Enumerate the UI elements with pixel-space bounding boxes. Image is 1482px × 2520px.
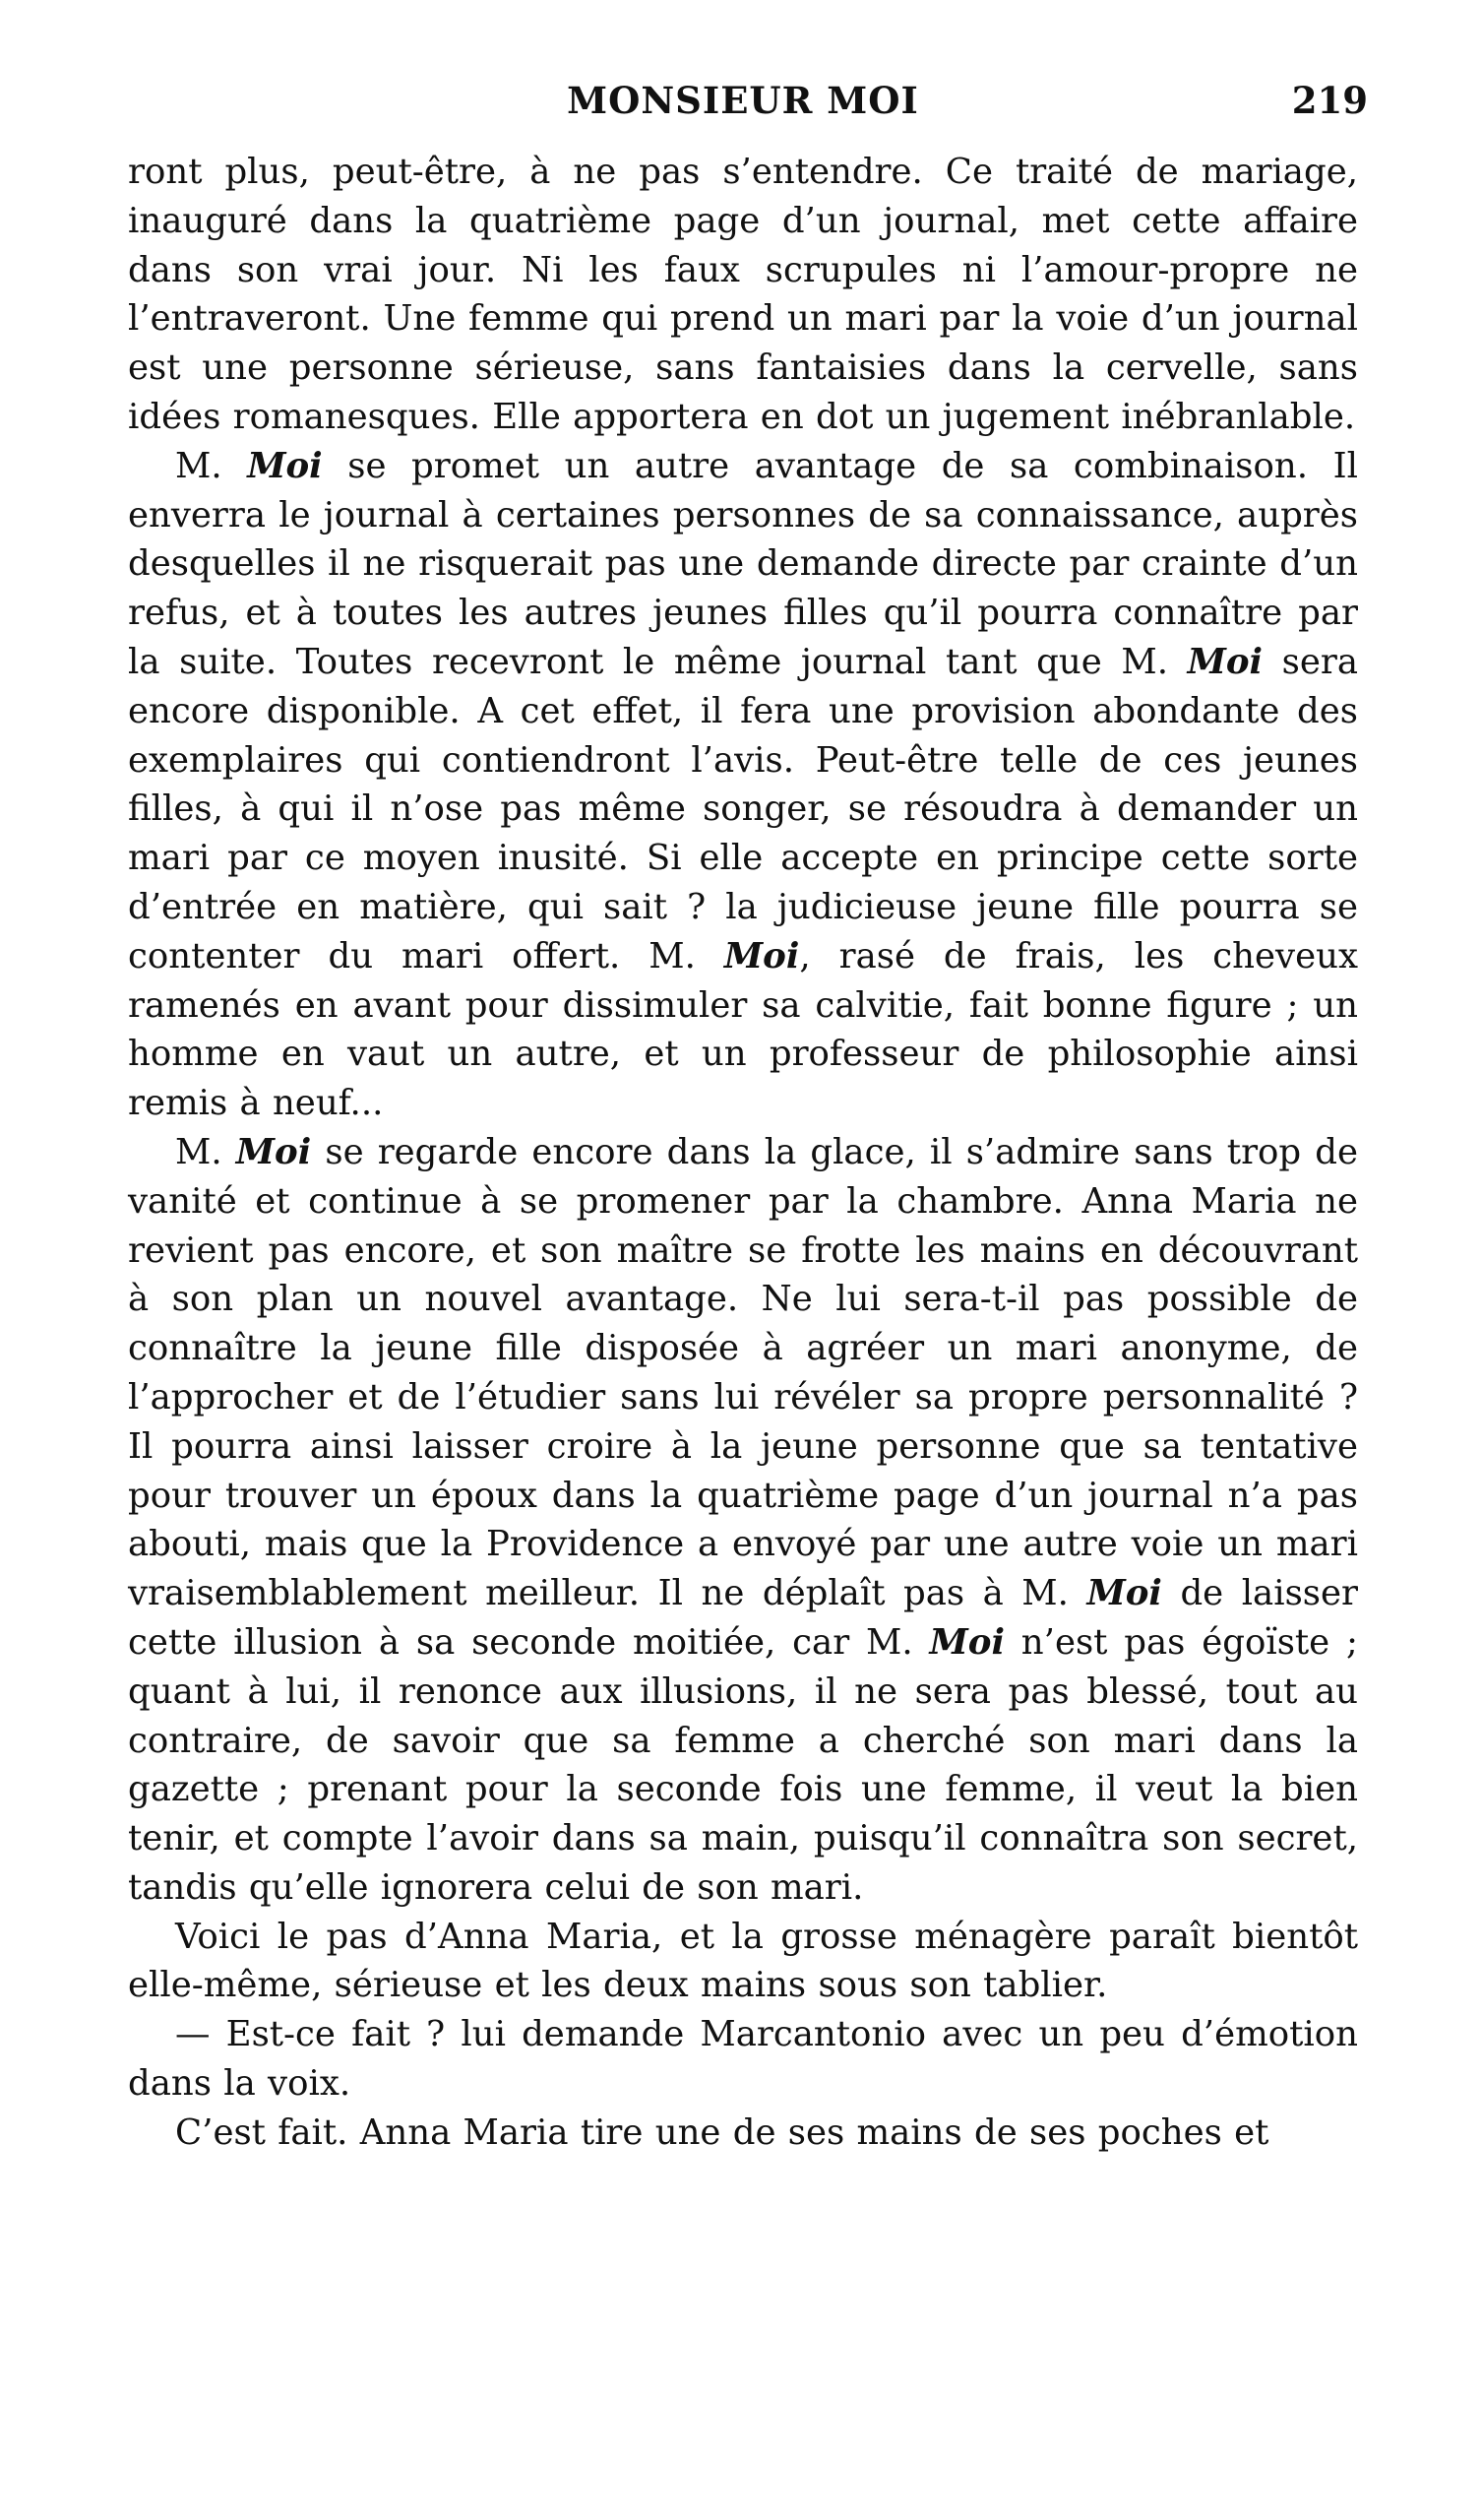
text-run: , rasé de frais, les cheveux ramenés en avant pour dissimuler sa calvitie, fait bonne figure ; un homme en vaut un autre, et un professeur de philosophie ainsi remis à neuf... xyxy=(128,935,1359,1124)
paragraph xyxy=(128,2010,1358,2109)
italic-name-run: Moi xyxy=(235,1131,312,1172)
text-run: — Est-ce fait ? lui demande Marcantonio avec un peu d’émotion dans la voix. xyxy=(128,2014,1358,2105)
text-run: Voici le pas d’Anna Maria, et la grosse ménagère paraît bientôt elle-même, sérieuse et les deux mains sous son tablier. xyxy=(128,1916,1358,2006)
text-run: se regarde encore dans la glace, il s’admire sans trop de vanité et continue à se promener par la chambre. Anna Maria ne revient pas encore, et son maître se frotte les mains en découvrant à son plan un nouvel avantage. Ne lui sera-t-il pas possible de connaître la jeune fille disposée à agréer un mari anonyme, de l’approcher et de l’étudier sans lui révéler sa propre personnalité ? Il pourra ainsi laisser croire à la jeune personne que sa tentative pour trouver un époux dans la quatrième page d’un journal n’a pas abouti, mais que la Providence a envoyé par une autre voie un mari vraisemblablement meilleur. Il ne déplaît pas à M. xyxy=(128,1131,1358,1614)
text-run: ront plus, peut-être, à ne pas s’entendre. Ce traité de mariage, inauguré dans la quatrième page d’un journal, met cette affaire dans son vrai jour. Ni les faux scrupules ni l’amour-propre ne l’entraveront. Une femme qui prend un mari par la voie d’un journal est une personne sérieuse, sans fantaisies dans la cervelle, sans idées romanesques. Elle apportera en dot un jugement inébranlable. xyxy=(128,152,1358,437)
paragraph xyxy=(128,442,1358,1128)
italic-name-run: Moi xyxy=(247,445,323,486)
italic-name-run: Moi xyxy=(1187,641,1264,682)
text-run: M. xyxy=(175,445,248,486)
italic-name-run: Moi xyxy=(929,1621,1005,1663)
body-text xyxy=(128,148,1358,2158)
paragraph xyxy=(128,1913,1358,2011)
page-number: 219 xyxy=(1291,79,1368,122)
text-run: se promet un autre avantage de sa combinaison. Il enverra le journal à certaines personnes de sa connaissance, auprès desquelles il ne risquerait pas une demande directe par crainte d’un refus, et à toutes les autres jeunes filles qu’il pourra connaître par la suite. Toutes recevront le même journal tant que M. xyxy=(128,445,1358,682)
running-header xyxy=(128,69,1368,138)
paragraph xyxy=(128,148,1358,442)
text-run: C’est fait. Anna Maria tire une de ses mains de ses poches et xyxy=(175,2111,1269,2153)
book-page xyxy=(128,69,1368,2158)
running-title: MONSIEUR MOI xyxy=(567,79,919,122)
text-run: n’est pas égoïste ; quant à lui, il renonce aux illusions, il ne sera pas blessé, tout au contraire, de savoir que sa femme a cherché son mari dans la gazette ; prenant pour la seconde fois une femme, il veut la bien tenir, et compte l’avoir dans sa main, puisqu’il connaîtra son secret, tandis qu’elle ignorera celui de son mari. xyxy=(128,1621,1358,1908)
italic-name-run: Moi xyxy=(1086,1573,1162,1614)
paragraph xyxy=(128,1128,1358,1913)
text-run: sera encore disponible. A cet effet, il fera une provision abondante des exemplaires qui contiendront l’avis. Peut-être telle de ces jeunes filles, à qui il n’ose pas même songer, se résoudra à demander un mari par ce moyen inusité. Si elle accepte en principe cette sorte d’entrée en matière, qui sait ? la judicieuse jeune fille pourra se contenter du mari offert. M. xyxy=(128,641,1358,976)
paragraph xyxy=(128,2109,1358,2158)
text-run: M. xyxy=(175,1131,236,1172)
italic-name-run: Moi xyxy=(723,935,800,976)
text-run: de laisser cette illusion à sa seconde moitiée, car M. xyxy=(128,1573,1358,1663)
